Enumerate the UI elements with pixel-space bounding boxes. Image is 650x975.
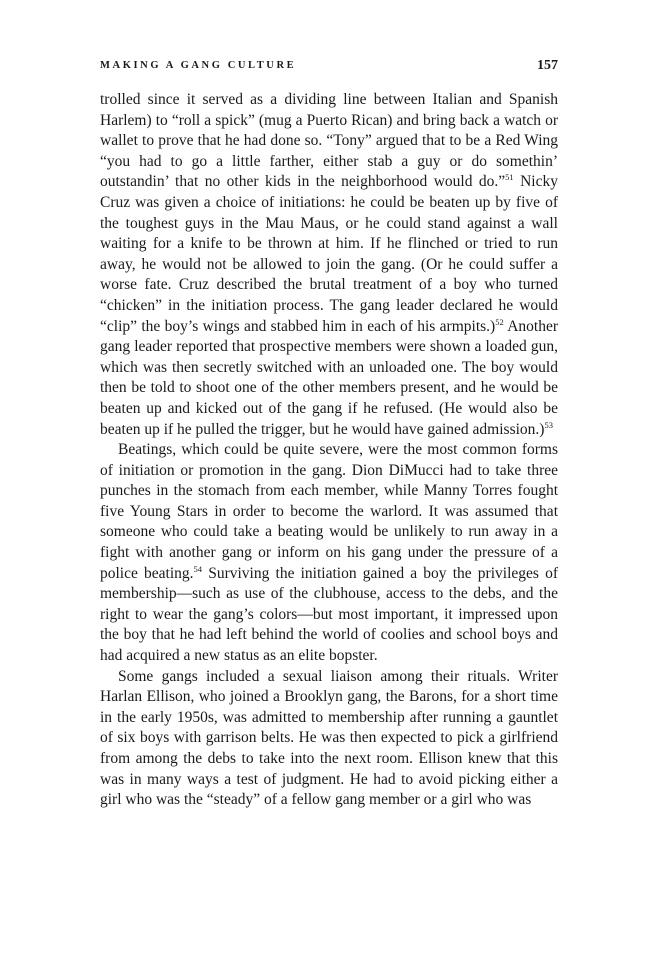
- running-header: [100, 58, 558, 78]
- footnote-ref: 51: [505, 172, 514, 183]
- footnote-ref: 54: [193, 563, 203, 574]
- footnote-ref: 53: [544, 419, 553, 430]
- paragraph-text: Another gang leader reported that prospective members were shown a loaded gun, which was then secretly switched with an unloaded one. The boy would then be told to shoot one of the other members present, and he would be beaten up and kicked out of the gang if he refused. (He would also be beaten up if he pulled the trigger, but he would have gained admission.): [100, 317, 559, 438]
- body-text: [100, 90, 558, 811]
- running-title: MAKING A GANG CULTURE: [100, 60, 297, 71]
- page-number: 157: [537, 58, 558, 73]
- paragraph: [100, 667, 558, 811]
- paragraph: [100, 440, 558, 667]
- paragraph-text: Some gangs included a sexual liaison among their rituals. Writer Harlan Ellison, who joined a Brooklyn gang, the Barons, for a short time in the early 1950s, was admitted to membership after running a gauntlet of six boys with garrison belts. He was then expected to pick a girlfriend from among the debs to take into the next room. Ellison knew that this was in many ways a test of judgment. He had to avoid picking either a girl who was the “steady” of a fellow gang member or a girl who was: [100, 667, 558, 809]
- paragraph-text: trolled since it served as a dividing line between Italian and Spanish Harlem) to “roll a spick” (mug a Puerto Rican) and bring back a watch or wallet to prove that he had done so. “Tony” argued that to be a Red Wing “you had to go a little farther, either stab a guy or do somethin’ outstandin’ that no other kids in the neighborhood would do.”: [100, 91, 558, 191]
- paragraph-text: Surviving the initiation gained a boy the privileges of membership—such as use of the clubhouse, access to the debs, and the right to wear the gang’s colors—but most important, it impressed upon the boy that he had left behind the world of coolies and school boys and had acquired a new status as an elite bopster.: [100, 564, 559, 665]
- footnote-ref: 52: [495, 316, 504, 327]
- paragraph-text: Beatings, which could be quite severe, were the most common forms of initiation or promotion in the gang. Dion DiMucci had to take three punches in the stomach from each member, while Manny Torres fought five Young Stars in order to become the warlord. It was assumed that someone who could take a beating would be unlikely to run away in a fight with another gang or inform on his gang under the pressure of a police beating.: [100, 441, 558, 582]
- paragraph: [100, 90, 558, 440]
- paragraph-text: Nicky Cruz was given a choice of initiations: he could be beaten up by five of the toughest guys in the Mau Maus, or he could stand against a wall waiting for a knife to be thrown at him. If he flinched or tried to run away, he would not be allowed to join the gang. (Or he could suffer a worse fate. Cruz described the brutal treatment of a boy who turned “chicken” in the initiation process. The gang leader declared he would “clip” the boy’s wings and stabbed him in each of his armpits.): [100, 173, 558, 335]
